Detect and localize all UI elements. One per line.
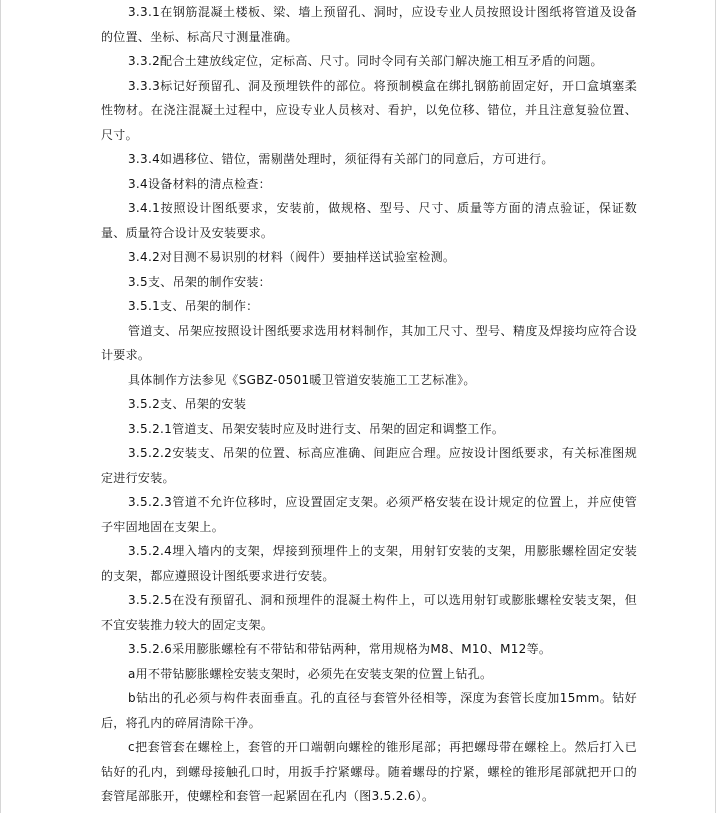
paragraph: 3.5.2.6采用膨胀螺栓有不带钻和带钻两种，常用规格为M8、M10、M12等。 — [128, 642, 552, 656]
paragraph: 3.5支、吊架的制作安装： — [128, 274, 271, 289]
paragraph: 3.4.2对目测不易识别的材料（阀件）要抽样送试验室检测。 — [128, 250, 456, 264]
paragraph: 3.5.1支、吊架的制作： — [128, 299, 259, 313]
paragraph: 3.5.2.2安装支、吊架的位置、标高应准确、间距应合理。应按设计图纸要求，有关标准图规定进行安装。 — [101, 446, 637, 485]
paragraph: c把套管套在螺栓上，套管的开口端朝向螺栓的锥形尾部；再把螺母带在螺栓上。然后打入已钻好的孔内，到螺母接触孔口时，用扳手拧紧螺母。随着螺母的拧紧，螺栓的锥形尾部就把开口的套管尾部胀开，使螺栓和套管一起紧固在孔内（图3.5.2.6）。 — [101, 740, 637, 803]
paragraph: 3.3.2配合土建放线定位，定标高、尺寸。同时令同有关部门解决施工相互矛盾的问题。 — [128, 54, 603, 68]
paragraph: 3.4.1按照设计图纸要求，安装前，做规格、型号、尺寸、质量等方面的清点验证，保证数量、质量符合设计及安装要求。 — [101, 201, 637, 240]
paragraph: 3.3.1在钢筋混凝土楼板、梁、墙上预留孔、洞时，应设专业人员按照设计图纸将管道及设备的位置、坐标、标高尺寸测量准确。 — [101, 5, 637, 44]
paragraph: b钻出的孔必须与构件表面垂直。孔的直径与套管外径相等，深度为套管长度加15mm。钻好后，将孔内的碎屑清除干净。 — [101, 691, 637, 730]
paragraph: 管道支、吊架应按照设计图纸要求选用材料制作，其加工尺寸、型号、精度及焊接均应符合设计要求。 — [101, 323, 637, 362]
paragraph: 3.5.2.4埋入墙内的支架，焊接到预埋件上的支架，用射钉安装的支架，用膨胀螺栓固定安装的支架，都应遵照设计图纸要求进行安装。 — [101, 544, 637, 583]
paragraph: 3.4设备材料的清点检查： — [128, 176, 271, 191]
paragraph: a用不带钻膨胀螺栓安装支架时，必须先在安装支架的位置上钻孔。 — [128, 666, 493, 681]
paragraph: 3.5.2支、吊架的安装 — [128, 397, 247, 411]
paragraph: 3.3.4如遇移位、错位，需剔凿处理时，须征得有关部门的同意后，方可进行。 — [128, 152, 554, 166]
document-body — [101, 0, 637, 809]
paragraph: 3.3.3标记好预留孔、洞及预埋铁件的部位。将预制模盒在绑扎钢筋前固定好，开口盒填塞柔性物材。在浇注混凝土过程中，应设专业人员核对、看护，以免位移、错位，并且注意复验位置、尺寸。 — [101, 78, 637, 142]
paragraph: 具体制作方法参见《SGBZ-0501暖卫管道安装施工工艺标准》。 — [128, 372, 476, 387]
paragraph: 3.5.2.1管道支、吊架安装时应及时进行支、吊架的固定和调整工作。 — [128, 421, 505, 436]
page-left-edge — [0, 0, 1, 813]
paragraph: 3.5.2.3管道不允许位移时，应设置固定支架。必须严格安装在设计规定的位置上，并应使管子牢固地固在支架上。 — [101, 495, 637, 534]
paragraph: 3.5.2.5在没有预留孔、洞和预埋件的混凝土构件上，可以选用射钉或膨胀螺栓安装支架，但不宜安装推力较大的固定支架。 — [101, 593, 637, 632]
